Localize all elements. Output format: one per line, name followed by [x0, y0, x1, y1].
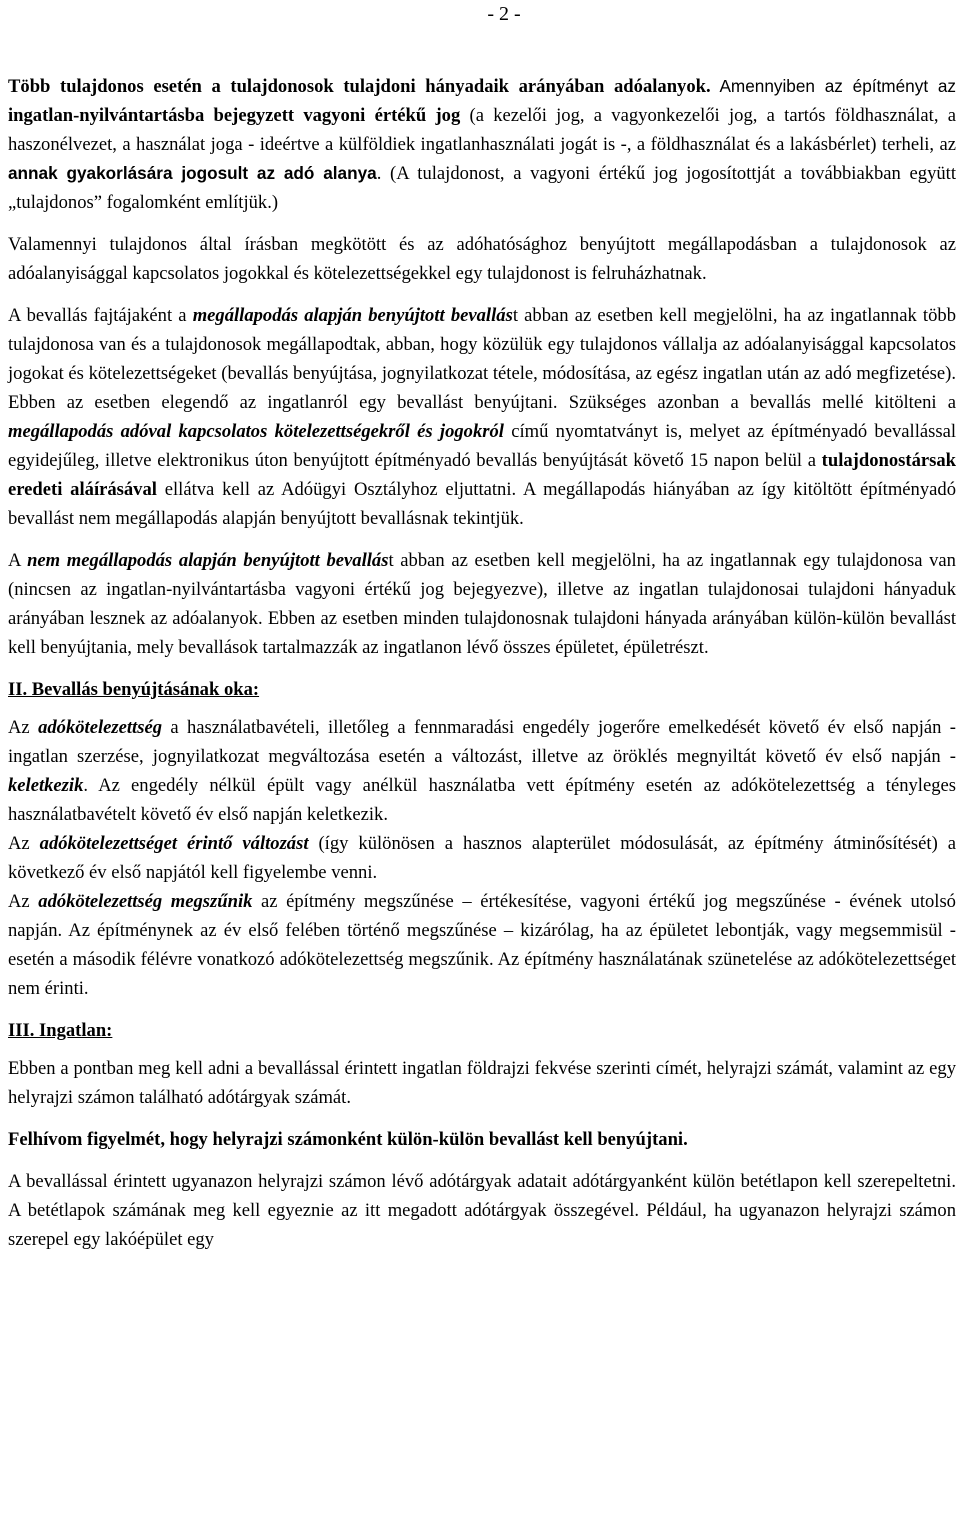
emphasis-text: adókötelezettség: [38, 717, 162, 738]
emphasis-text: megállapodás adóval kapcsolatos kötelezettségekről és jogokról: [8, 421, 504, 442]
section-heading-property: III. Ingatlan:: [8, 1020, 113, 1041]
paragraph-property-address: Ebben a pontban meg kell adni a bevallással érintett ingatlan földrajzi fekvése szerinti címét, helyrajzi számát, valamint az egy helyrajzi számon található adótárgyak számát.: [8, 1058, 956, 1108]
emphasis-text: adókötelezettséget érintő változást: [39, 833, 309, 854]
section-heading-reason: II. Bevallás benyújtásának oka:: [8, 679, 260, 700]
bold-text: ingatlan-nyilvántartásba bejegyzett vagyoni értékű jog: [8, 105, 461, 126]
page-number: - 2 -: [487, 3, 521, 25]
paragraph-agreement: Valamennyi tulajdonos által írásban megkötött és az adóhatósághoz benyújtott megállapodásban a tulajdonosok az adóalanyisággal kapcsolatos jogokkal és kötelezettségekkel egy tulajdonost is felruházhatnak.: [8, 234, 956, 284]
bold-text: Több tulajdonos esetén a tulajdonosok tulajdoni hányadaik arányában adóalanyok.: [8, 76, 711, 97]
paragraph-non-agreement-return: A nem megállapodás alapján benyújtott bevallást abban az esetben kell megjelölni, ha az ingatlannak egy tulajdonosa van (nincsen az ingatlan-nyilvántartásba vagyoni értékű jog bejegyezve), illetve az ingatlan tulajdonosai tulajdoni hányaduk arányában lesznek az adóalanyok. Ebben az esetben minden tulajdonosnak tulajdoni hányada arányában külön-külön bevallást kell benyújtania, mely bevallások tartalmazzák az ingatlanon lévő összes épületet, épületrészt.: [8, 550, 956, 658]
paragraph-obligation-start: Az adókötelezettség a használatbavételi, illetőleg a fennmaradási engedély jogerőre emelkedését követő év első napján - ingatlan szerzése, jognyilatkozat megváltozása esetén a változást, illetve az öröklés megnyiltát követő év első napján - keletkezik. Az engedély nélkül épült vagy anélkül használatba vett építmény esetén az adókötelezettség a tényleges használatbavételt követő év első napján keletkezik.: [8, 717, 956, 825]
emphasis-text: nem megállapodás alapján benyújtott bevallás: [27, 550, 389, 571]
emphasis-text: keletkezik: [8, 775, 84, 796]
bold-text: tulajdonostársak eredeti aláírásával: [8, 450, 956, 500]
paragraph-obligation-end: Az adókötelezettség megszűnik az építmény megszűnése – értékesítése, vagyoni értékű jog megszűnése - évének utolsó napján. Az építménynek az év első felében történő megszűnése – kizárólag, ha az épületet lebontják, vagy megsemmisül - esetén a második félévre vonatkozó adókötelezettség megszűnik. Az építmény használatának szünetelése az adókötelezettséget nem érinti.: [8, 891, 956, 999]
paragraph-obligation-change: Az adókötelezettséget érintő változást (így különösen a hasznos alapterület módosulását, az építmény átminősítését) a következő év első napjától kell figyelembe venni.: [8, 833, 956, 883]
paragraph-notice: Felhívom figyelmét, hogy helyrajzi számonként külön-külön bevallást kell benyújtani.: [8, 1129, 688, 1150]
emphasis-text: adókötelezettség megszűnik: [38, 891, 253, 912]
paragraph-agreement-return: A bevallás fajtájaként a megállapodás alapján benyújtott bevallást abban az esetben kell megjelölni, ha az ingatlannak több tulajdonosa van és a tulajdonosok megállapodtak, abban, hogy közülük egy tulajdonos vállalja az adóalanyisággal kapcsolatos jogokat és kötelezettségeket (bevallás benyújtása, jognyilatkozat tétele, módosítása, az egész ingatlan után az adó megfizetése). Ebben az esetben elegendő az ingatlanról egy bevallást benyújtani. Szükséges azonban a bevallás mellé kitölteni a megállapodás adóval kapcsolatos kötelezettségekről és jogokról című nyomtatványt is, melyet az építményadó bevallással egyidejűleg, illetve elektronikus úton benyújtott építményadó bevallás benyújtását követő 15 napon belül a tulajdonostársak eredeti aláírásával ellátva kell az Adóügyi Osztályhoz eljuttatni. A megállapodás hiányában az így kitöltött építményadó bevallást nem megállapodás alapján benyújtott bevallásnak tekintjük.: [8, 305, 957, 529]
emphasis-text: megállapodás alapján benyújtott bevallás: [192, 305, 513, 326]
document-body: [8, 72, 956, 1254]
paragraph-insert-sheets: A bevallással érintett ugyanazon helyrajzi számon lévő adótárgyak adatait adótárgyanként külön betétlapon kell szerepeltetni. A betétlapok számának meg kell egyeznie az itt megadott adótárgyak összegével. Például, ha ugyanazon helyrajzi számon szerepel egy lakóépület egy: [8, 1171, 956, 1250]
bold-text: annak gyakorlására jogosult az adó alanya: [8, 163, 377, 183]
paragraph-tax-subjects: Több tulajdonos esetén a tulajdonosok tulajdoni hányadaik arányában adóalanyok. Amennyiben az építményt az ingatlan-nyilvántartásba bejegyzett vagyoni értékű jog (a kezelői jog, a vagyonkezelői jog, a tartós földhasználat, a haszonélvezet, a használat joga - ideértve a külföldiek ingatlanhasználati jogát is -, a földhasználat és a lakásbérlet) terheli, az annak gyakorlására jogosult az adó alanya. (A tulajdonost, a vagyoni értékű jog jogosítottját a továbbiakban együtt „tulajdonos” fogalomként említjük.): [8, 76, 957, 213]
